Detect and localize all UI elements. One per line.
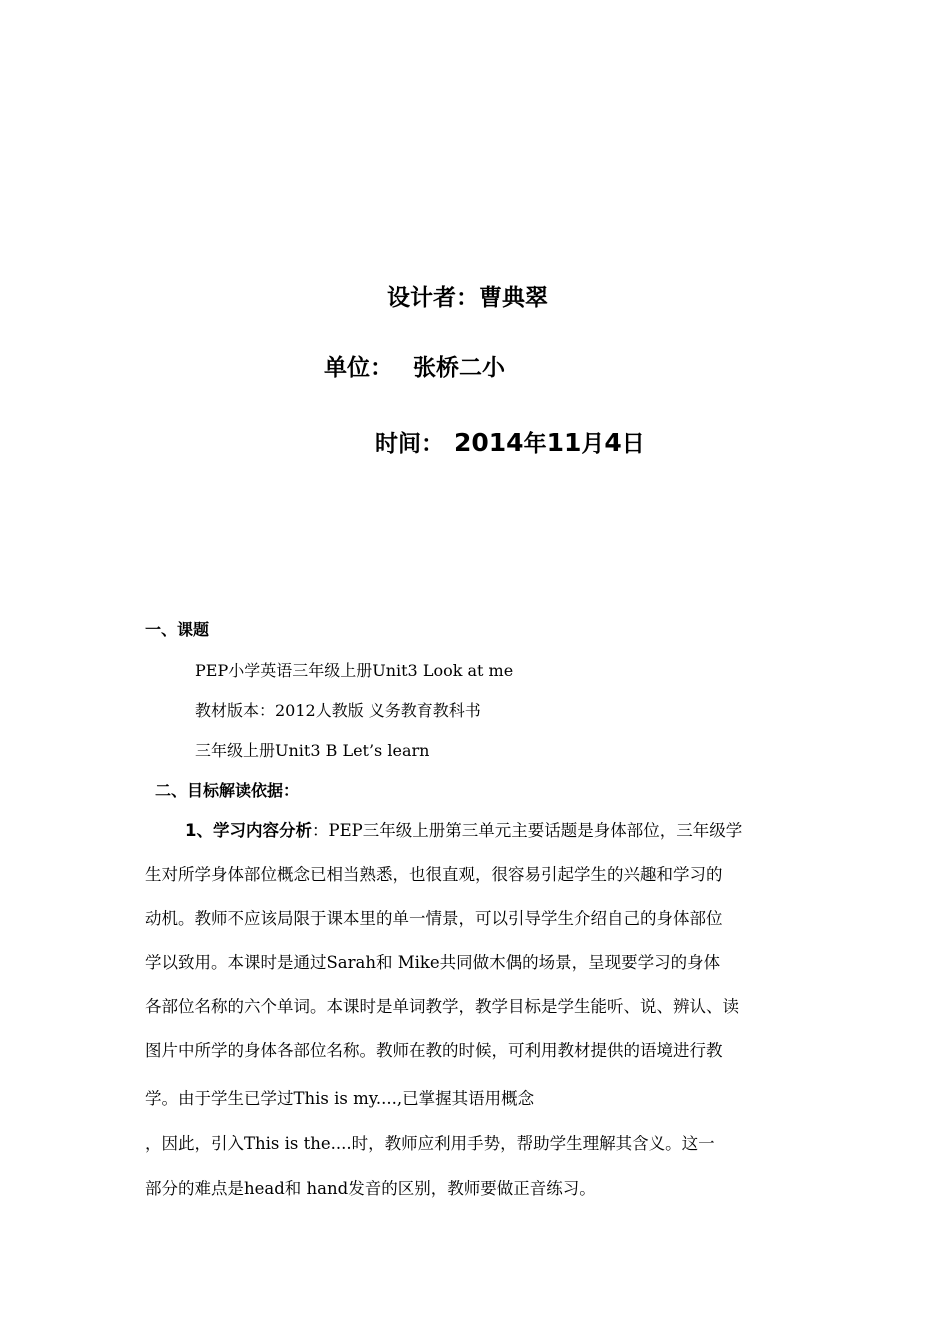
section1-heading: 一、课题 <box>145 620 210 639</box>
section1-line-3: 三年级上册Unit3 B Let’s learn <box>195 741 430 760</box>
section2-heading: 二、目标解读依据： <box>155 781 300 800</box>
date-line <box>375 428 645 459</box>
paragraph-line-5: 各部位名称的六个单词。本课时是单词教学，教学目标是学生能听、说、辨认、读 <box>145 997 739 1016</box>
unit-line <box>324 353 505 383</box>
paragraph-line-1-text: ：PEP三年级上册第三单元主要话题是身体部位，三年级学 <box>311 821 743 840</box>
paragraph-line-3: 动机。教师不应该局限于课本里的单一情景，可以引导学生介绍自己的身体部位 <box>145 909 723 928</box>
section1-line-2: 教材版本：2012人教版 义务教育教科书 <box>195 701 481 720</box>
paragraph-line-6: 图片中所学的身体各部位名称。教师在教的时候，可利用教材提供的语境进行教 <box>145 1041 723 1060</box>
date-day: 4 <box>604 428 622 457</box>
paragraph-line-2: 生对所学身体部位概念已相当熟悉，也很直观，很容易引起学生的兴趣和学习的 <box>145 865 723 884</box>
date-day-suffix: 日 <box>621 431 645 457</box>
paragraph-line-7: 学。由于学生已学过This is my....,已掌握其语用概念 <box>145 1089 535 1108</box>
designer-name: 曹典翠 <box>479 285 548 311</box>
paragraph-line-1 <box>185 820 849 842</box>
paragraph-line-9: 部分的难点是head和 hand发音的区别，教师要做正音练习。 <box>145 1179 596 1198</box>
sub1-title: 1、学习内容分析 <box>185 821 312 840</box>
date-month: 11 <box>546 428 582 457</box>
date-year: 2014 <box>454 428 524 457</box>
paragraph-line-8: ，因此，引入This is the....时，教师应利用手势，帮助学生理解其含义。这一 <box>145 1134 715 1153</box>
designer-label: 设计者： <box>387 285 479 311</box>
unit-name: 张桥二小 <box>413 355 505 381</box>
date-year-suffix: 年 <box>523 431 547 457</box>
date-label: 时间： <box>375 431 444 457</box>
designer-line <box>387 283 548 313</box>
unit-label: 单位： <box>324 355 393 381</box>
paragraph-line-4: 学以致用。本课时是通过Sarah和 Mike共同做木偶的场景，呈现要学习的身体 <box>145 953 721 972</box>
date-month-suffix: 月 <box>581 431 605 457</box>
section1-line-1: PEP小学英语三年级上册Unit3 Look at me <box>195 661 514 680</box>
